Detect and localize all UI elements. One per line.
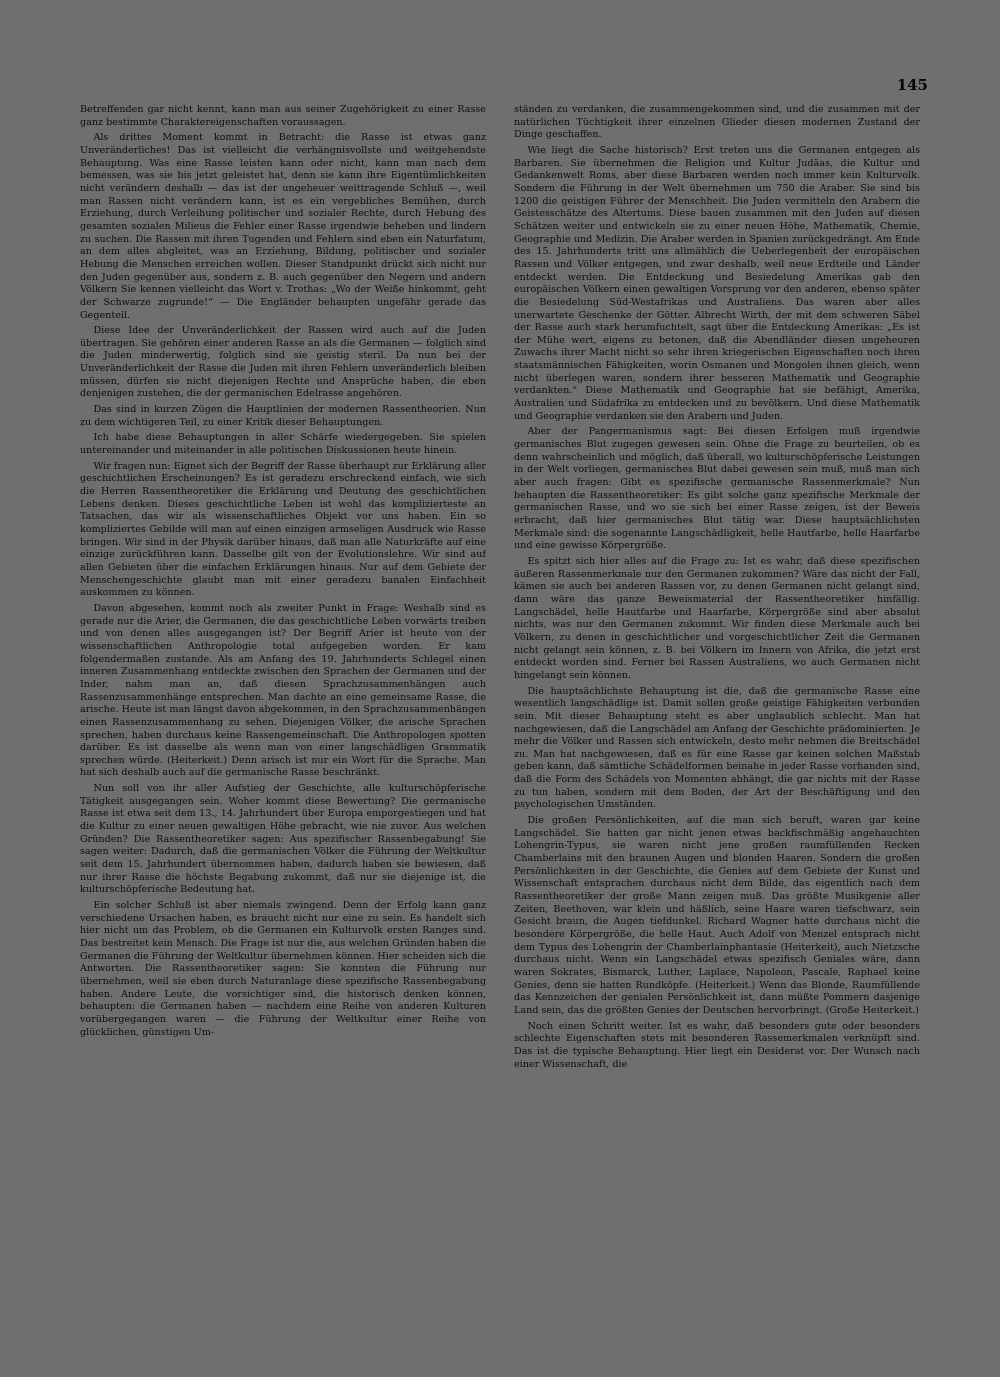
text-columns [80,104,920,1354]
paragraph: Aber der Pangermanismus sagt: Bei diesen Erfolgen muß irgendwie germanisches Blut zugegen gewesen sein. Ohne die Frage zu beurteilen, ob es denn wahrscheinlich und möglich, daß überall, wo kulturschöpferische Leistungen in der Welt vorliegen, germanisches Blut dabei gewesen sein muß, muß man sich aber auch fragen: Gibt es spezifische germanische Rassenmerkmale? Nun behaupten die Rassentheoretiker: Es gibt solche ganz spezifische Merkmale der germanischen Rasse, und wo sie sich bei einer Rasse zeigen, ist der Beweis erbracht, daß hier germanisches Blut tätig war. Diese hauptsächlichsten Merkmale sind: die sogenannte Langschädligkeit, helle Hautfarbe, helle Haarfarbe und eine gewisse Körpergröße. [514,426,920,552]
paragraph: Das sind in kurzen Zügen die Hauptlinien der modernen Rassentheorien. Nun zu dem wichtigeren Teil, zu einer Kritik dieser Behauptungen. [80,404,486,428]
paragraph: Wie liegt die Sache historisch? Erst treten uns die Germanen entgegen als Barbaren. Sie übernehmen die Religion und Kultur Judäas, die Kultur und Gedankenwelt Roms, aber diese Barbaren werden noch immer kein Kulturvolk. Sondern die Führung in der Welt übernehmen um 750 die Araber. Sie sind bis 1200 die geistigen Führer der Menschheit. Die Juden vermitteln den Arabern die Geistesschätze des Altertums. Diese bauen zusammen mit den Juden auf diesen Schätzen weiter und entwickeln sie zu einer neuen Höhe, Mathematik, Chemie, Geographie und Medizin. Die Araber werden in Spanien zurückgedrängt. Am Ende des 15. Jahrhunderts tritt uns allmählich die Ueberlegenheit der europäischen Rassen und Völker entgegen, und zwar deshalb, weil neue Erdteile und Länder entdeckt werden. Die Entdeckung und Besiedelung Amerikas gab den europäischen Völkern einen gewaltigen Vorsprung vor den anderen, ebenso später die Besiedelung Süd-Westafrikas und Australiens. Das waren aber alles unerwartete Geschenke der Götter. Albrecht Wirth, der mit dem schweren Säbel der Rasse auch stark herumfuchtelt, sagt über die Entdeckung Amerikas: „Es ist der Mühe wert, eigens zu betonen, daß die Abendländer diesen ungeheuren Zuwachs ihrer Macht nicht so sehr ihren kriegerischen Eigenschaften noch ihren staatsmännischen Fähigkeiten, worin Osmanen und Mongolen ihnen gleich, wenn nicht überlegen waren, sondern ihrer besseren Mathematik und Geographie verdankten.“ Diese Mathematik und Geographie hat sie befähigt, Amerika, Australien und Südafrika zu entdecken und zu bevölkern. Und diese Mathematik und Geographie verdanken sie den Arabern und Juden. [514,144,920,422]
right-column [514,104,920,1354]
paragraph: Nun soll von ihr aller Aufstieg der Geschichte, alle kulturschöpferische Tätigkeit ausgegangen sein. Woher kommt diese Bewertung? Die germanische Rasse ist etwa seit dem 13., 14. Jahrhundert über Europa emporgestiegen und hat die Kultur zu einer neuen gewaltigen Höhe gebracht, wie nie zuvor. Aus welchen Gründen? Die Rassentheoretiker sagen: Aus spezifischer Rassenbegabung! Sie sagen weiter: Dadurch, daß die germanischen Völker die Führung der Weltkultur seit dem 15. Jahrhundert übernommen haben, dadurch haben sie bewiesen, daß nur ihrer Rasse die höchste Begabung zukommt, daß nur sie diejenige ist, die kulturschöpferische Bedeutung hat. [80,783,486,896]
paragraph: Diese Idee der Unveränderlichkeit der Rassen wird auch auf die Juden übertragen. Sie gehören einer anderen Rasse an als die Germanen — folglich sind die Juden minderwertig, folglich sind sie geistig steril. Da nun bei der Unveränderlichkeit der Rasse die Juden mit ihren Fehlern unveränderlich bleiben müssen, dürfen sie nicht diejenigen Rechte und Ansprüche haben, die eben denjenigen zustehen, die der germanischen Edelrasse angehören. [80,325,486,400]
paragraph: Wir fragen nun: Eignet sich der Begriff der Rasse überhaupt zur Erklärung aller geschichtlichen Erscheinungen? Es ist geradezu erschreckend einfach, wie sich die Herren Rassentheoretiker die Erklärung und Deutung des geschichtlichen Lebens denken. Dieses geschichtliche Leben ist wohl das komplizierteste an Tatsachen, das wir als wissenschaftliches Objekt vor uns haben. Ein so kompliziertes Gebilde will man auf einen einzigen armseligen Ausdruck wie Rasse bringen. Wir sind in der Physik darüber hinaus, daß man alle Naturkräfte auf eine einzige zurückführen kann. Dasselbe gilt von der Evolutionslehre. Wir sind auf allen Gebieten über die einfachen Erklärungen hinaus. Nur auf dem Gebiete der Menschengeschichte glaubt man mit einer geradezu banalen Einfachheit auskommen zu können. [80,460,486,599]
paragraph: Es spitzt sich hier alles auf die Frage zu: Ist es wahr, daß diese spezifischen äußeren Rassenmerkmale nur den Germanen zukommen? Wäre das nicht der Fall, kämen sie auch bei anderen Rassen vor, zu denen Germanen nicht gelangt sind, dann wäre das ganze Beweismaterial der Rassentheoretiker hinfällig. Langschädel, helle Hautfarbe und Haarfarbe, Körpergröße sind aber absolut nichts, was nur den Germanen zukommt. Wir finden diese Merkmale auch bei Völkern, zu denen in geschichtlicher und vorgeschichtlicher Zeit die Germanen nicht gelangt sein können, z. B. bei Völkern im Innern von Afrika, die jetzt erst entdeckt worden sind. Ferner bei Rassen Australiens, wo auch Germanen nicht hingelangt sein können. [514,555,920,681]
paragraph: Ich habe diese Behauptungen in aller Schärfe wiedergegeben. Sie spielen untereinander und miteinander in alle politischen Diskussionen heute hinein. [80,432,486,457]
paragraph: Die großen Persönlichkeiten, auf die man sich beruft, waren gar keine Langschädel. Sie hatten gar nicht jenen etwas backfischmäßig angehauchten Lohengrin-Typus, sie waren nicht jene großen raumfüllenden Recken Chamberlains mit den braunen Augen und blonden Haaren. Sondern die großen Persönlichkeiten in der Geschichte, die Genies auf dem Gebiete der Kunst und Wissenschaft entsprachen durchaus nicht dem Bilde, das eigentlich nach dem Rassentheoretiker der große Mann zeigen muß. Das größte Musikgenie aller Zeiten, Beethoven, war klein und häßlich, seine Haare waren tiefschwarz, sein Gesicht braun, die Augen tiefdunkel. Richard Wagner hatte durchaus nicht die besondere Körpergröße, die helle Haut. Auch Adolf von Menzel entsprach nicht dem Typus des Lohengrin der Chamberlainphantasie (Heiterkeit), auch Nietzsche durchaus nicht. Wenn ein Langschädel etwas spezifisch Geniales wäre, dann waren Sokrates, Bismarck, Luther, Laplace, Napoleon, Pascale, Raphael keine Genies, denn sie hatten Rundköpfe. (Heiterkeit.) Wenn das Blonde, Raumfüllende das Kennzeichen der genialen Persönlichkeit ist, dann müßte Pommern dasjenige Land sein, das die größten Genies der Deutschen hervorbringt. (Große Heiterkeit.) [514,815,920,1016]
paragraph: ständen zu verdanken, die zusammengekommen sind, und die zusammen mit der natürlichen Tüchtigkeit ihrer einzelnen Glieder diesen modernen Zustand der Dinge geschaffen. [514,104,920,141]
left-column [80,104,486,1354]
paragraph: Betreffenden gar nicht kennt, kann man aus seiner Zugehörigkeit zu einer Rasse ganz bestimmte Charaktereigenschaften voraussagen. [80,104,486,128]
paragraph: Die hauptsächlichste Behauptung ist die, daß die germanische Rasse eine wesentlich langschädlige ist. Damit sollen große geistige Fähigkeiten verbunden sein. Mit dieser Behauptung steht es aber unglaublich schlecht. Man hat nachgewiesen, daß die Langschädel am Anfang der Geschichte prädominierten. Je mehr die Völker und Rassen sich entwickeln, desto mehr nehmen die Breitschädel zu. Man hat nachgewiesen, daß es für eine Rasse gar keinen solchen Maßstab geben kann, daß sämtliche Schädelformen beinahe in jeder Rasse vorhanden sind, daß die Form des Schädels von Momenten abhängt, die gar nichts mit der Rasse zu tun haben, sondern mit dem Boden, der Art der Beschäftigung und den psychologischen Umständen. [514,685,920,811]
paragraph: Davon abgesehen, kommt noch als zweiter Punkt in Frage: Weshalb sind es gerade nur die Arier, die Germanen, die das geschichtliche Leben vorwärts treiben und von denen alles ausgegangen ist? Der Begriff Arier ist heute von der wissenschaftlichen Anthropologie total aufgegeben worden. Er kam folgendermaßen zustande. Als am Anfang des 19. Jahrhunderts Schlegel einen inneren Zusammenhang entdeckte zwischen den Sprachen der Germanen und der Inder, nahm man an, daß diesen Sprachzusammenhängen auch Rassenzusammenhänge entsprechen. Man dachte an eine gemeinsame Rasse, die arische. Heute ist man längst davon abgekommen, in den Sprachzusammenhängen einen Rassenzusammenhang zu sehen. Diejenigen Völker, die arische Sprachen sprechen, haben durchaus keine Rassengemeinschaft. Die Anthropologen spotten darüber. Es ist dasselbe als wenn man von einer langschädligen Grammatik sprechen würde. (Heiterkeit.) Denn arisch ist nur ein Wort für die Sprache. Man hat sich deshalb auch auf die germanische Rasse beschränkt. [80,602,486,779]
paragraph: Ein solcher Schluß ist aber niemals zwingend. Denn der Erfolg kann ganz verschiedene Ursachen haben, es braucht nicht nur eine zu sein. Es handelt sich hier nicht um das Problem, ob die Germanen ein Kulturvolk ersten Ranges sind. Das bestreitet kein Mensch. Die Frage ist nur die, aus welchen Gründen haben die Germanen die Führung der Weltkultur übernehmen können. Hier scheiden sich die Antworten. Die Rassentheoretiker sagen: Sie konnten die Führung nur übernehmen, weil sie eben durch Naturanlage diese spezifische Rassenbegabung haben. Andere Leute, die vorsichtiger sind, die historisch denken können, behaupten: die Germanen haben — nachdem eine Reihe von anderen Kulturen vorübergegangen waren — die Führung der Weltkultur einer Reihe von glücklichen, günstigen Um- [80,900,486,1038]
paragraph: Als drittes Moment kommt in Betracht: die Rasse ist etwas ganz Unveränderliches! Das ist vielleicht die verhängnisvollste und weitgehendste Behauptung. Was eine Rasse leisten kann oder nicht, kann man nach dem bemessen, was sie bis jetzt geleistet hat, denn sie kann ihre Eigentümlichkeiten nicht verändern deshalb — das ist der ungeheuer weittragende Schluß —, weil man Rassen nicht verändern kann, ist es ein vergebliches Bemühen, durch Erziehung, durch Verleihung politischer und sozialer Rechte, durch Hebung des gesamten sozialen Milieus die Fehler einer Rasse irgendwie beheben und lindern zu suchen. Die Rassen mit ihren Tugenden und Fehlern sind eben ein Naturfatum, an dem alles abgleitet, was an Erziehung, Bildung, politischer und sozialer Hebung die Menschen erreichen wollen. Dieser Standpunkt drückt sich nicht nur den Juden gegenüber aus, sondern z. B. auch gegenüber den Negern und andern Völkern Sie kennen vielleicht das Wort v. Trothas: „Wo der Weiße hinkommt, geht der Schwarze zugrunde!“ — Die Engländer behaupten ungefähr gerade das Gegenteil. [80,132,486,321]
paragraph: Noch einen Schritt weiter. Ist es wahr, daß besonders gute oder besonders schlechte Eigenschaften stets mit besonderen Rassemerkmalen verknüpft sind. Das ist die typische Behauptung. Hier liegt ein Desiderat vor. Der Wunsch nach einer Wissenschaft, die [514,1020,920,1070]
page-number: 145 [896,76,928,94]
